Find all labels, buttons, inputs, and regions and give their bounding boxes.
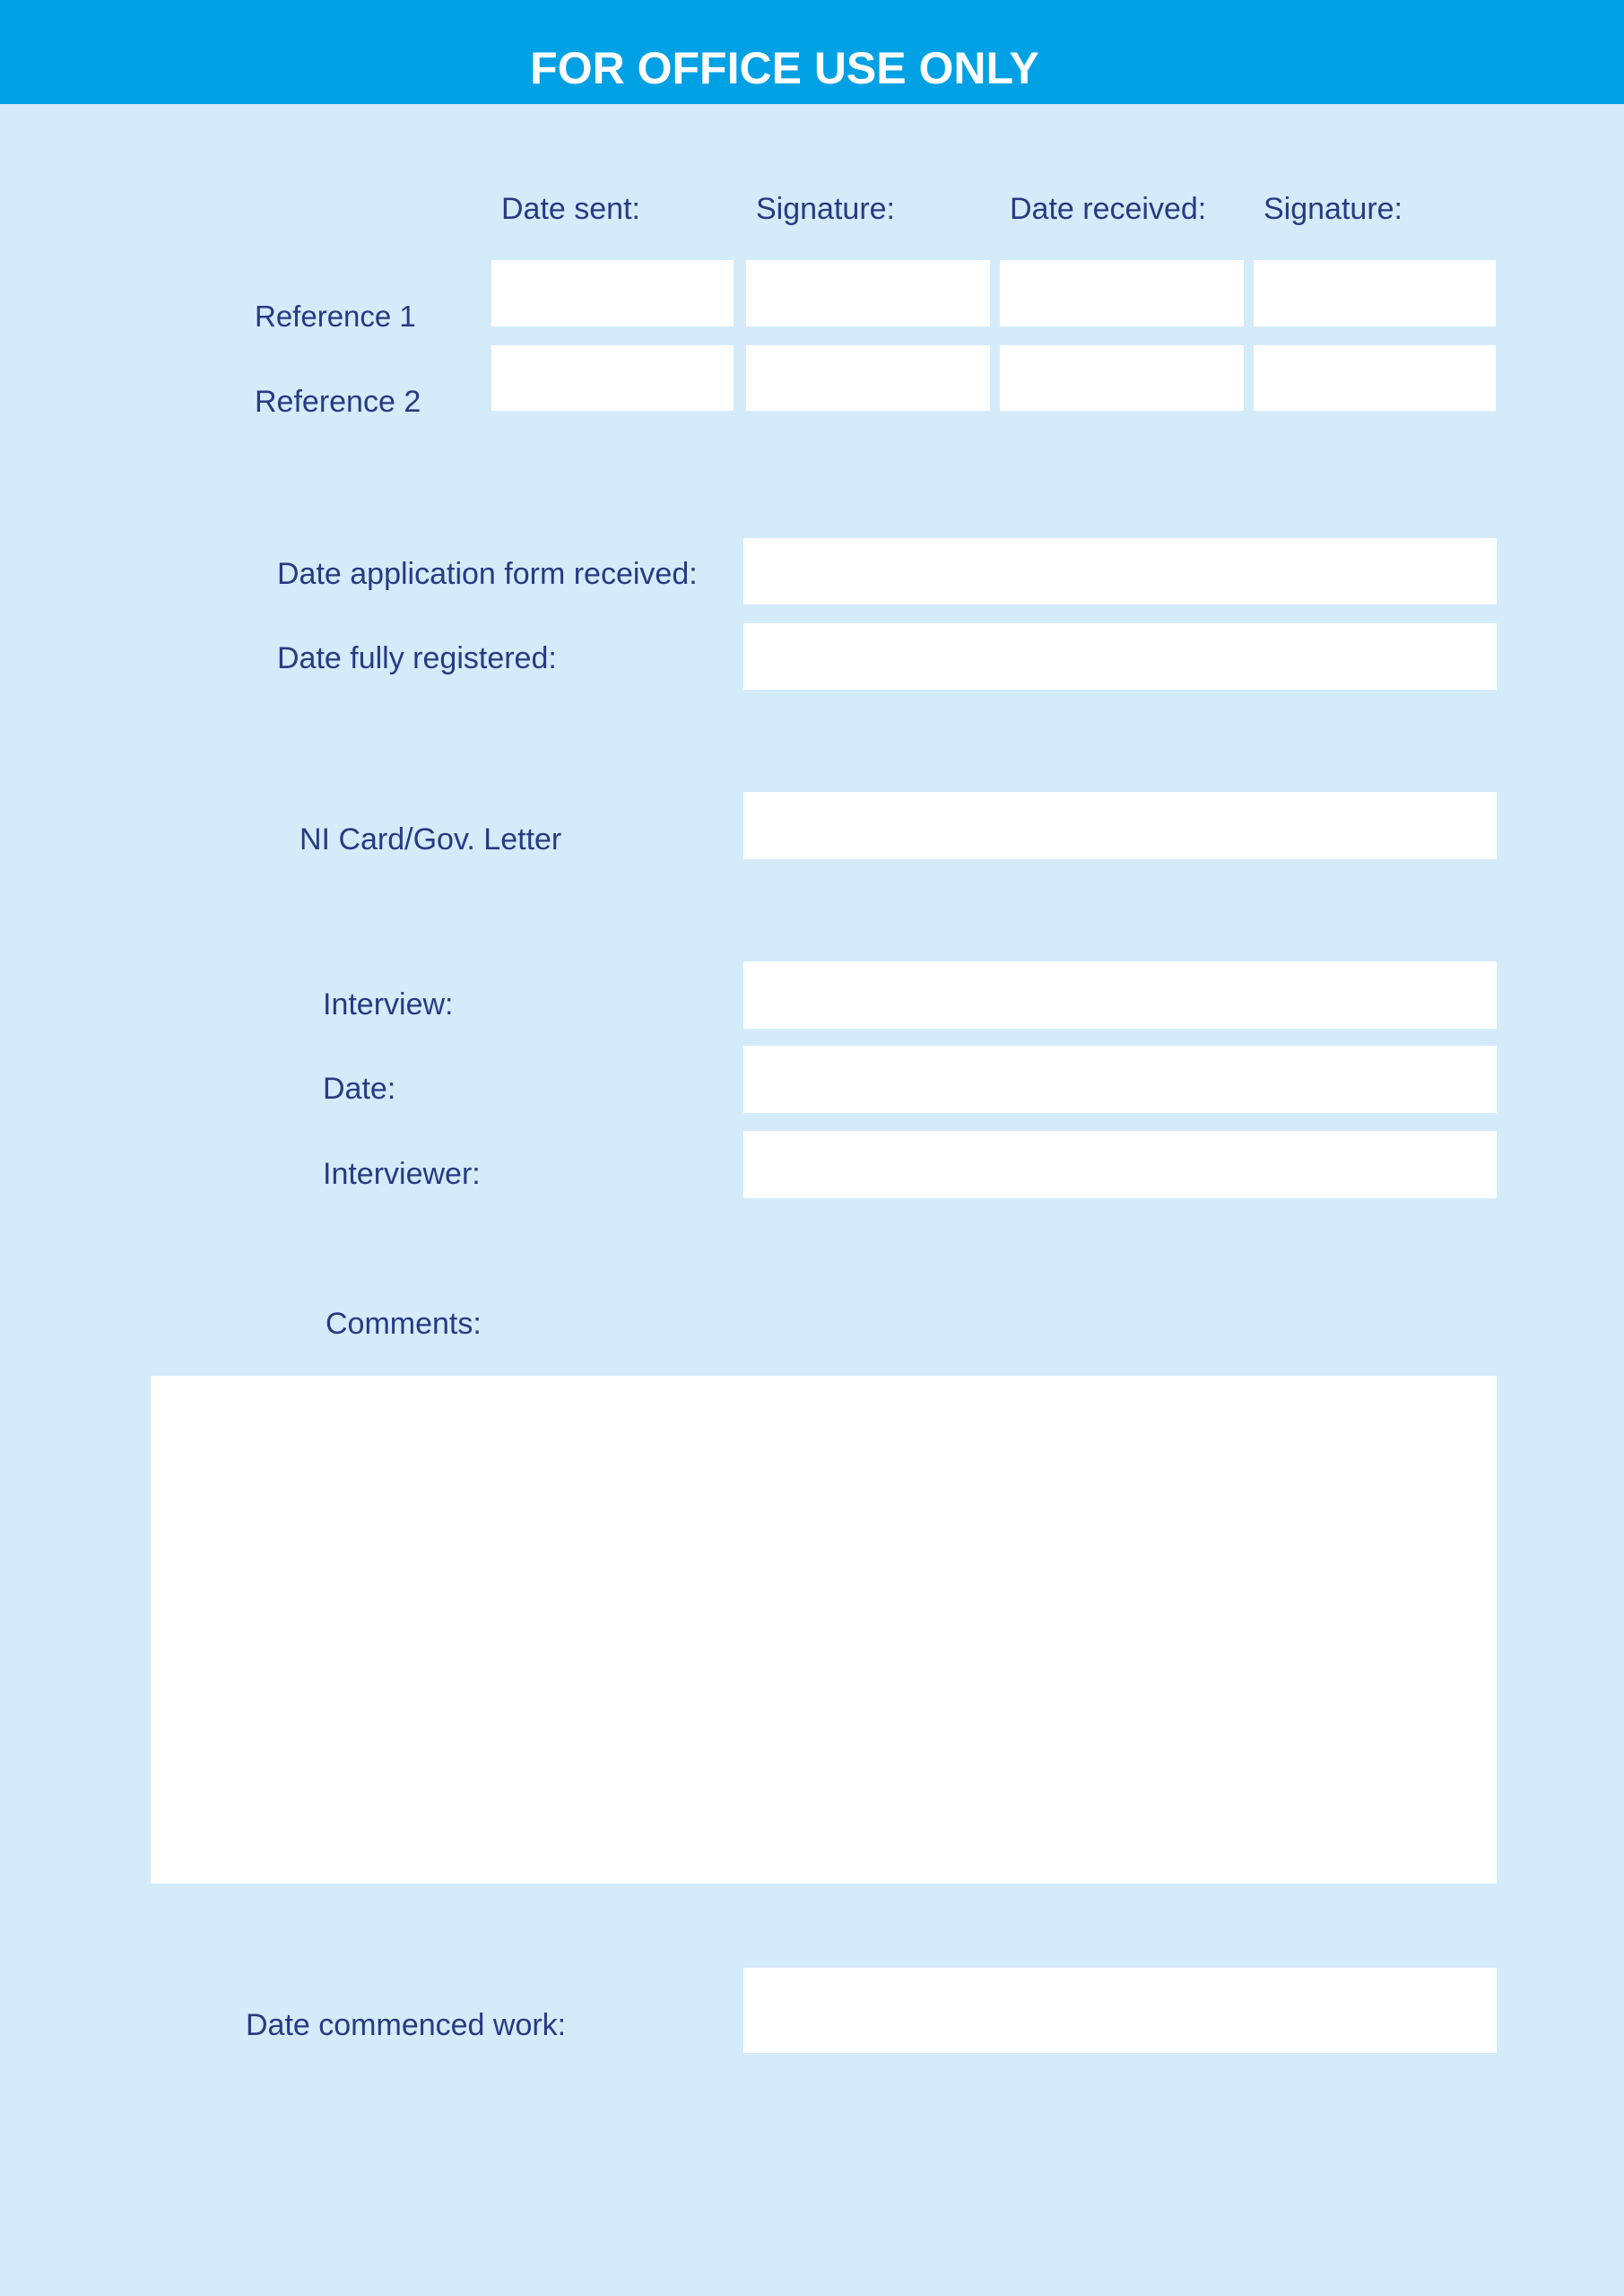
date-commenced-work-label: Date commenced work: xyxy=(246,2008,567,2042)
reference-2-label: Reference 2 xyxy=(255,385,421,419)
comments-label: Comments: xyxy=(326,1307,482,1341)
interview-date-label: Date: xyxy=(323,1072,396,1106)
interview-field[interactable] xyxy=(743,961,1497,1029)
date-fully-registered-label: Date fully registered: xyxy=(277,641,557,675)
office-use-header xyxy=(0,0,1624,104)
reference-1-signature-2-field[interactable] xyxy=(1254,260,1496,326)
reference-1-date-sent-field[interactable] xyxy=(491,260,734,326)
reference-2-date-received-field[interactable] xyxy=(1000,345,1244,411)
date-application-received-field[interactable] xyxy=(743,538,1497,604)
interviewer-label: Interviewer: xyxy=(323,1157,481,1191)
reference-2-signature-2-field[interactable] xyxy=(1254,345,1496,411)
reference-1-label: Reference 1 xyxy=(255,300,416,333)
date-fully-registered-field[interactable] xyxy=(743,623,1497,690)
reference-1-signature-field[interactable] xyxy=(746,260,990,326)
reference-1-date-received-field[interactable] xyxy=(1000,260,1244,326)
column-header-date-received: Date received: xyxy=(1010,192,1207,226)
comments-textarea[interactable] xyxy=(151,1376,1497,1883)
column-header-signature-1: Signature: xyxy=(756,192,895,226)
interview-date-field[interactable] xyxy=(743,1046,1497,1113)
ni-card-label: NI Card/Gov. Letter xyxy=(300,822,562,857)
ni-card-field[interactable] xyxy=(743,792,1497,859)
reference-2-date-sent-field[interactable] xyxy=(491,345,734,411)
reference-2-signature-field[interactable] xyxy=(746,345,990,411)
interviewer-field[interactable] xyxy=(743,1131,1497,1198)
column-header-signature-2: Signature: xyxy=(1264,192,1403,226)
interview-label: Interview: xyxy=(323,987,454,1022)
date-commenced-work-field[interactable] xyxy=(743,1968,1497,2053)
column-header-date-sent: Date sent: xyxy=(501,192,640,226)
date-application-received-label: Date application form received: xyxy=(277,557,698,591)
page-title: FOR OFFICE USE ONLY xyxy=(530,43,1039,93)
